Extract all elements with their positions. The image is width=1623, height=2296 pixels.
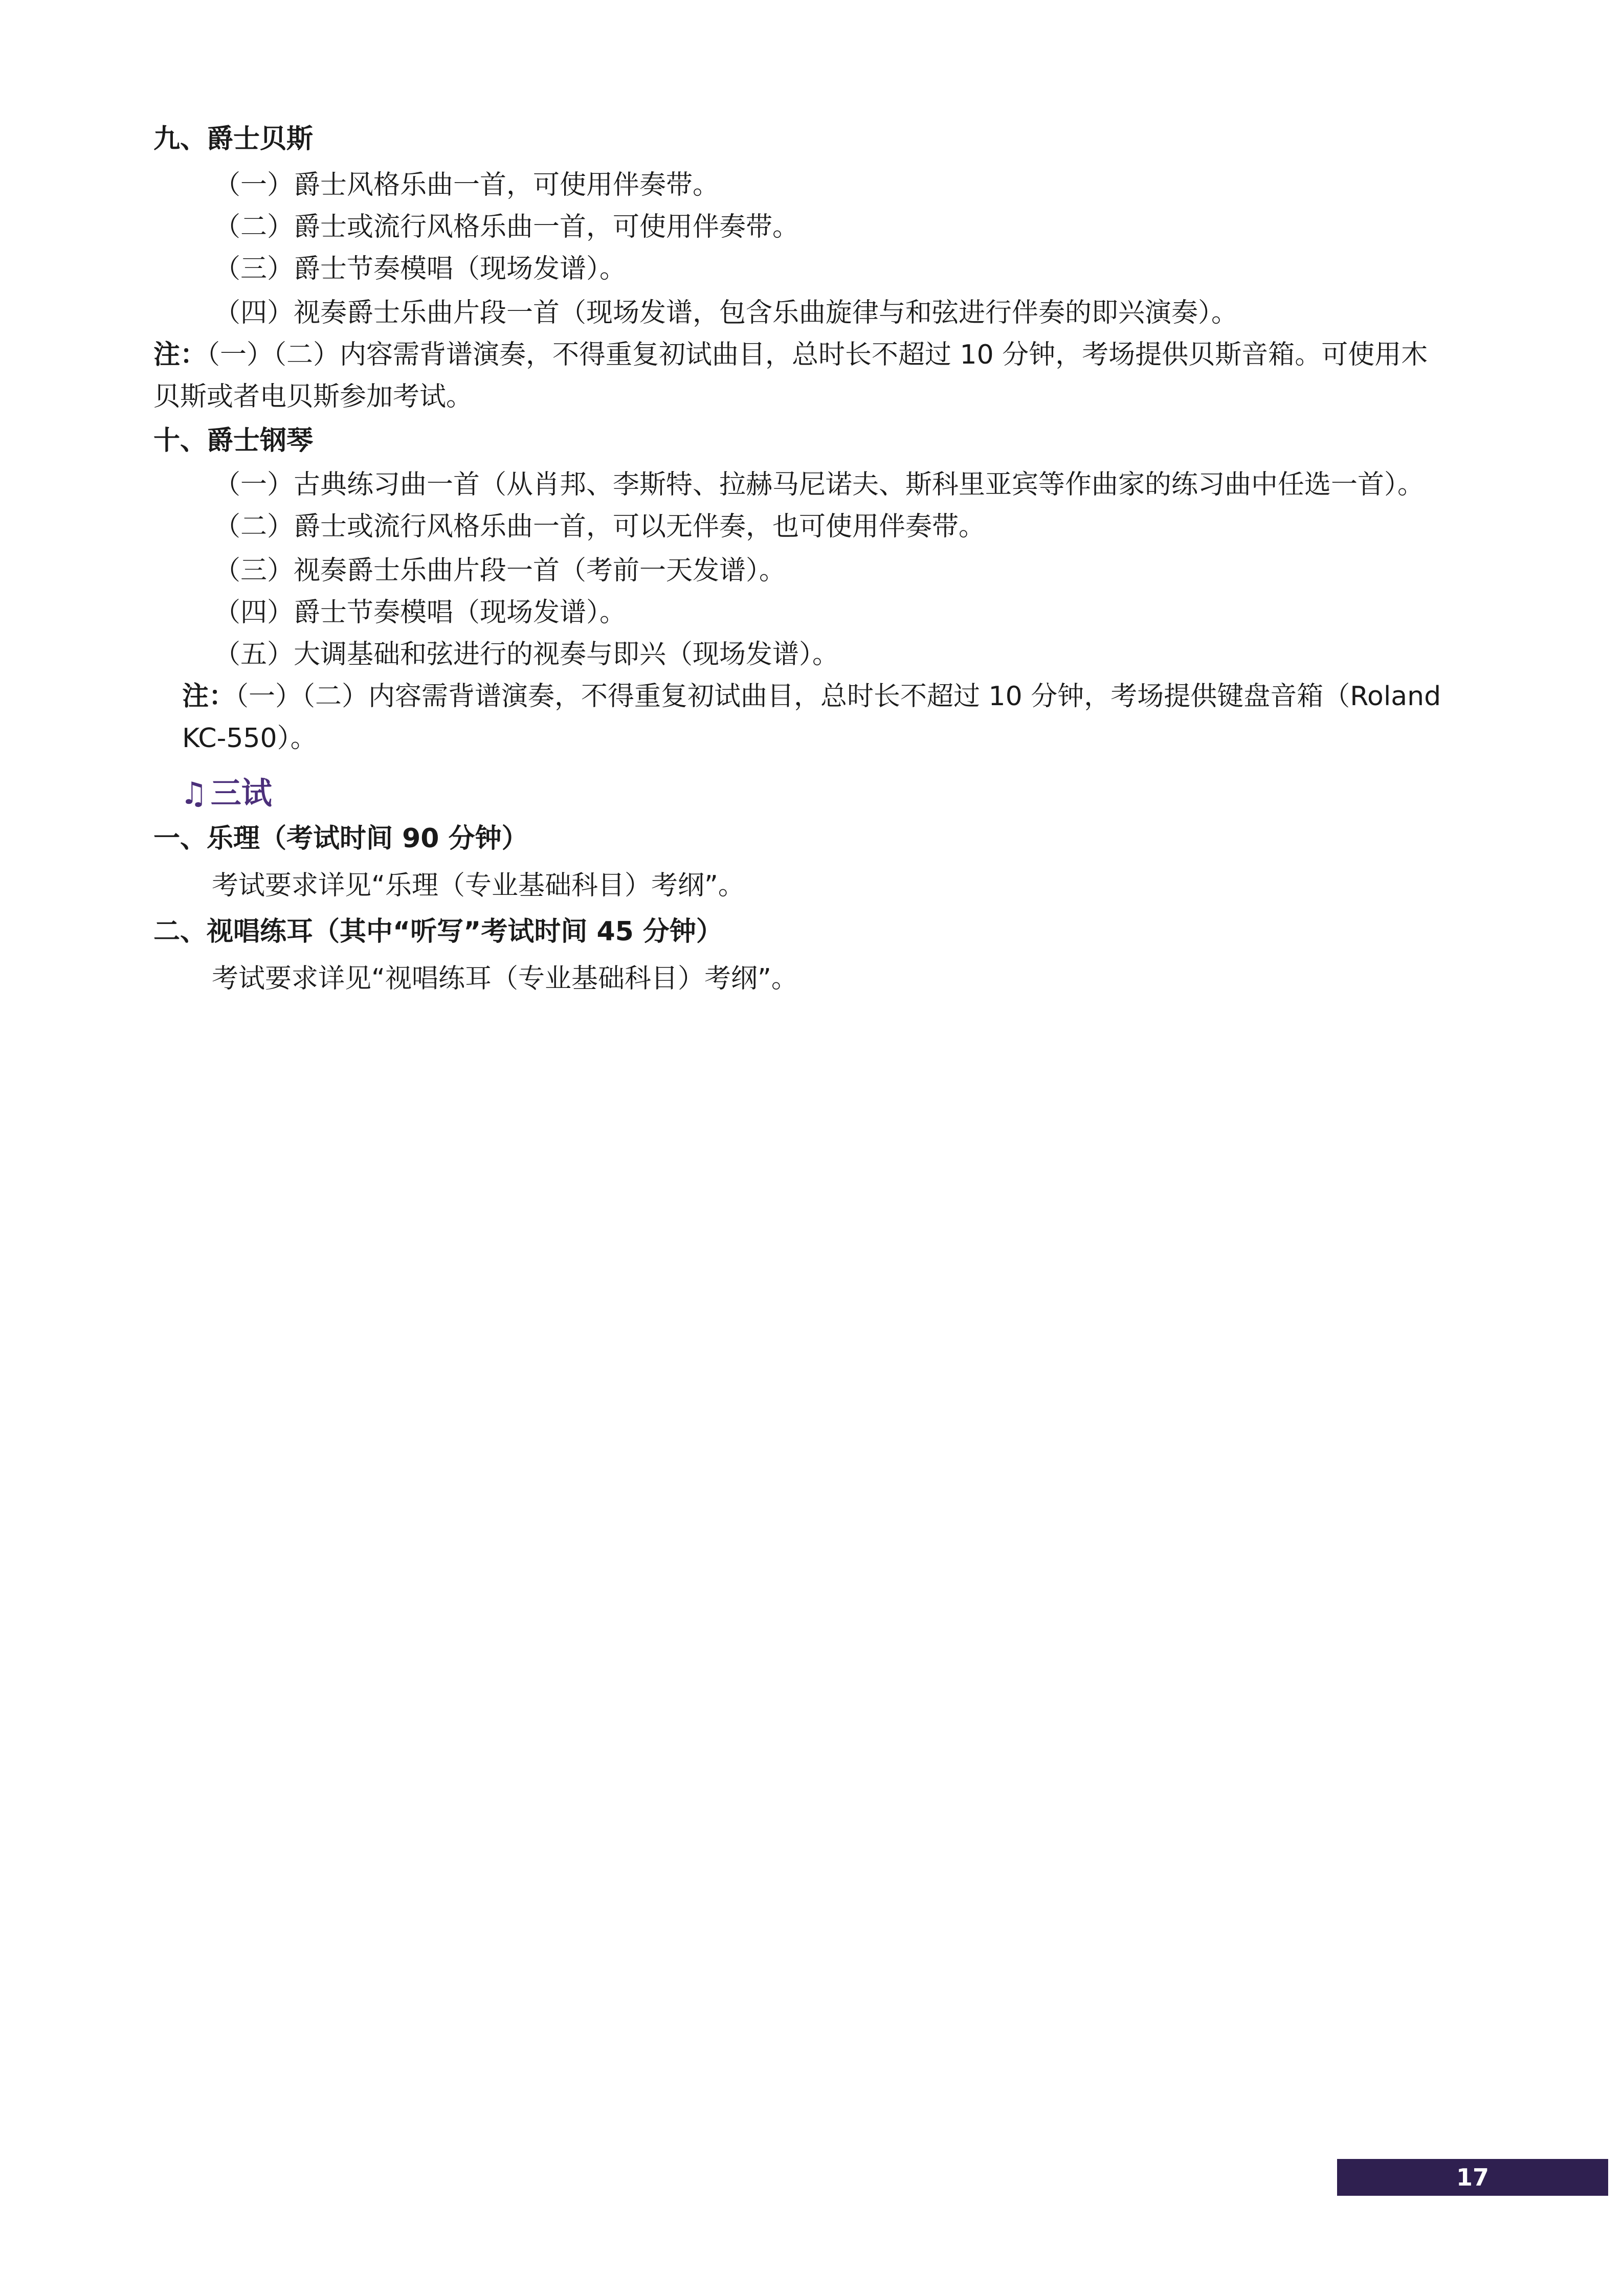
note-label: 注：	[182, 681, 236, 712]
jazz-bass-note	[153, 334, 1428, 375]
music-theory-heading: 一、乐理（考试时间 90 分钟）	[153, 823, 528, 854]
jazz-piano-note	[182, 676, 1441, 717]
jazz-bass-note-cont: 贝斯或者电贝斯参加考试。	[153, 381, 473, 412]
jazz-piano-item-4: （四）爵士节奏模唱（现场发谱）。	[214, 597, 627, 628]
solfege-detail: 考试要求详见“视唱练耳（专业基础科目）考纲”。	[212, 963, 798, 994]
jazz-piano-note-cont: KC-550）。	[182, 723, 317, 754]
jazz-piano-heading: 十、爵士钢琴	[153, 425, 314, 456]
note-label: 注：	[153, 340, 207, 370]
page-number: 17	[1456, 2164, 1489, 2191]
jazz-piano-item-5: （五）大调基础和弦进行的视奏与即兴（现场发谱）。	[214, 639, 839, 670]
jazz-piano-item-3: （三）视奏爵士乐曲片段一首（考前一天发谱）。	[214, 555, 786, 586]
jazz-bass-item-2: （二）爵士或流行风格乐曲一首，可使用伴奏带。	[214, 212, 799, 242]
page-number-badge	[1337, 2159, 1608, 2196]
jazz-bass-item-1: （一）爵士风格乐曲一首，可使用伴奏带。	[214, 170, 720, 200]
music-note-icon: ♫	[180, 776, 208, 812]
jazz-piano-item-2: （二）爵士或流行风格乐曲一首，可以无伴奏，也可使用伴奏带。	[214, 511, 986, 542]
jazz-piano-item-1: （一）古典练习曲一首（从肖邦、李斯特、拉赫马尼诺夫、斯科里亚宾等作曲家的练习曲中任选一首）。	[214, 469, 1425, 500]
note-text: （一）（二）内容需背谱演奏，不得重复初试曲目，总时长不超过 10 分钟，考场提供贝斯音箱。可使用木	[207, 340, 1428, 370]
music-theory-detail: 考试要求详见“乐理（专业基础科目）考纲”。	[212, 870, 745, 901]
jazz-bass-item-3: （三）爵士节奏模唱（现场发谱）。	[214, 254, 627, 284]
note-text: （一）（二）内容需背谱演奏，不得重复初试曲目，总时长不超过 10 分钟，考场提供键盘音箱（Roland	[235, 681, 1441, 712]
solfege-heading: 二、视唱练耳（其中“听写”考试时间 45 分钟）	[153, 916, 723, 947]
jazz-bass-item-4: （四）视奏爵士乐曲片段一首（现场发谱，包含乐曲旋律与和弦进行伴奏的即兴演奏）。	[214, 298, 1238, 328]
jazz-bass-heading: 九、爵士贝斯	[153, 124, 314, 154]
third-round-title-text: 三试	[210, 776, 272, 812]
third-round-title	[180, 772, 272, 815]
